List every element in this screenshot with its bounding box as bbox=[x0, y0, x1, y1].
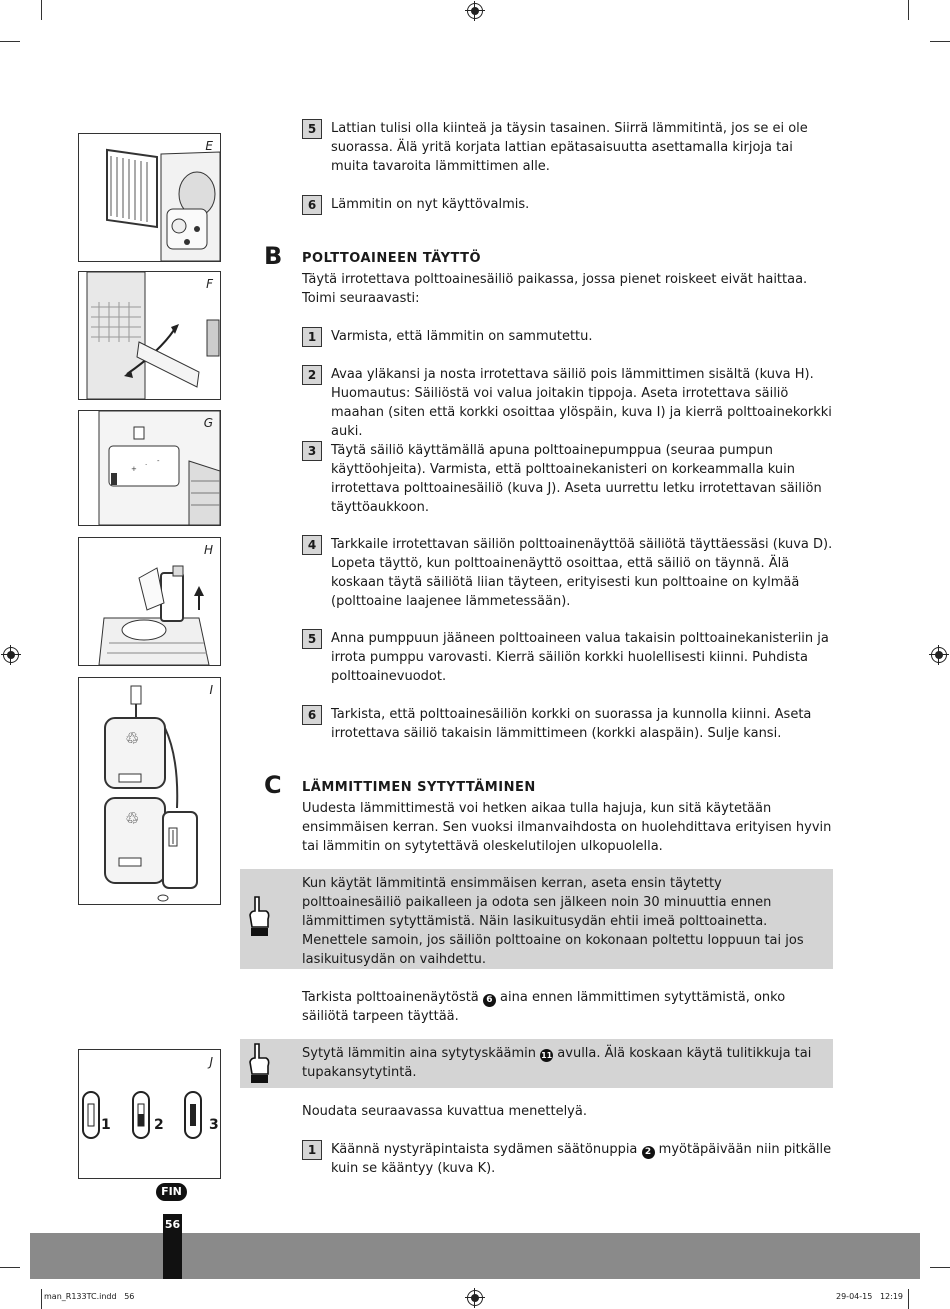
pointing-hand-icon bbox=[246, 1042, 272, 1086]
step-text: Tarkista, että polttoainesäiliön korkki on suorassa ja kunnolla kiinni. Aseta irrotettava säiliö takaisin lämmittimeen (korkki alaspäin). Sulje kansi. bbox=[331, 707, 812, 741]
step-text-part: myötäpäivään niin pitkälle kuin se kääntyy (kuva K). bbox=[331, 1142, 832, 1176]
heater-control-panel-illustration bbox=[79, 411, 220, 525]
svg-text:♲: ♲ bbox=[125, 729, 140, 748]
crop-mark bbox=[0, 1267, 20, 1268]
note-text: Kun käytät lämmitintä ensimmäisen kerran, aseta ensin täytetty polttoainesäiliö paikalleen ja odota sen jälkeen noin 30 minuuttia ennen lämmittimen sytyttämistä. Näin lasikuitusydän ehtii imeä polttoainetta. Menettele samoin, jos säiliön polttoaine on kokonaan poltettu loppuun tai jos lasikuitusydän on vaihdettu. bbox=[302, 876, 804, 967]
fuel-pump-illustration bbox=[79, 678, 220, 904]
svg-text:♲: ♲ bbox=[125, 809, 140, 828]
figure-label: F bbox=[206, 277, 213, 291]
note-text-part: Sytytä lämmitin aina sytytyskäämin bbox=[302, 1046, 541, 1061]
figure-label: H bbox=[203, 543, 213, 557]
crop-mark bbox=[0, 41, 20, 42]
crop-mark bbox=[930, 1267, 950, 1268]
section-intro: Täytä irrotettava polttoainesäiliö paikassa, jossa pienet roiskeet eivät haittaa. Toimi seuraavasti: bbox=[302, 272, 808, 306]
figure-j bbox=[78, 1049, 221, 1179]
registration-mark-icon bbox=[931, 647, 947, 663]
step-text: Anna pumppuun jääneen polttoaineen valua takaisin polttoainekanisteriin ja irrota pumppu varovasti. Kierrä säiliön korkki huolellisesti kiinni. Puhdista polttoainevuodot. bbox=[331, 631, 829, 684]
step-text: Täytä säiliö käyttämällä apuna polttoainepumppua (seuraa pumpun käyttöohjeita). Varmista, että polttoainekanisteri on korkeammalla kuin irrotettava polttoainesäiliö (kuva J). Aseta uurrettu letku irrotettavan säiliön täyttöaukkoon. bbox=[331, 443, 822, 515]
tank-removal-illustration bbox=[79, 538, 220, 665]
step-text: Tarkkaile irrotettavan säiliön polttoainenäyttöä säiliötä täyttäessäsi (kuva D). Lopeta täyttö, kun polttoainenäyttö osoittaa, että säiliö on täynnä. Älä koskaan täytä säiliötä liian täyteen, erityisesti kun polttoaine on kylmää (polttoaine laajenee lämmetessään). bbox=[331, 537, 833, 609]
figure-g bbox=[78, 410, 221, 526]
step-number: 1 bbox=[302, 327, 322, 347]
step-text: Lämmitin on nyt käyttövalmis. bbox=[331, 197, 530, 212]
heater-door-illustration bbox=[79, 134, 220, 261]
fuel-gauge-illustration bbox=[79, 1050, 220, 1178]
section-letter: C bbox=[264, 771, 282, 799]
step-text-part: Käännä nystyräpintaista sydämen säätönuppia bbox=[331, 1142, 642, 1157]
step-number: 1 bbox=[302, 1140, 322, 1160]
step-number: 5 bbox=[302, 119, 322, 139]
part-ref-badge: 6 bbox=[483, 994, 496, 1007]
svg-text:-: - bbox=[157, 457, 160, 465]
crop-mark bbox=[41, 0, 42, 20]
file-info: man_R133TC.indd 56 bbox=[44, 1292, 135, 1301]
note-box bbox=[240, 869, 833, 969]
figure-f bbox=[78, 271, 221, 400]
check-paragraph bbox=[302, 988, 835, 1026]
figure-h bbox=[78, 537, 221, 666]
gauge-label: 1 bbox=[101, 1117, 111, 1133]
follow-text: Noudata seuraavassa kuvattua menettelyä. bbox=[302, 1104, 587, 1119]
crop-mark bbox=[41, 1289, 42, 1309]
section-intro: Uudesta lämmittimestä voi hetken aikaa tulla hajuja, kun sitä käytetään ensimmäisen kerran. Sen vuoksi ilmanvaihdosta on huolehdittava erityisen hyvin tai lämmitin on sytytettävä oleskelutilojen ulkopuolella. bbox=[302, 801, 832, 854]
page-number: 56 bbox=[164, 1218, 181, 1231]
figure-label: I bbox=[209, 683, 213, 697]
check-text: aina ennen lämmittimen sytyttämistä, onko säiliötä tarpeen täyttää. bbox=[302, 990, 786, 1024]
step-number: 6 bbox=[302, 195, 322, 215]
crop-mark bbox=[908, 1289, 909, 1309]
figure-label: J bbox=[209, 1055, 213, 1069]
figure-e bbox=[78, 133, 221, 262]
step-number: 6 bbox=[302, 705, 322, 725]
figure-label: G bbox=[203, 416, 213, 430]
registration-mark-icon bbox=[467, 1290, 483, 1306]
section-title: LÄMMITTIMEN SYTYTTÄMINEN bbox=[302, 780, 536, 795]
registration-mark-icon bbox=[3, 647, 19, 663]
step-text: Varmista, että lämmitin on sammutettu. bbox=[331, 329, 593, 344]
print-date: 29-04-15 12:19 bbox=[836, 1292, 903, 1301]
pointing-hand-icon bbox=[246, 895, 272, 939]
section-letter: B bbox=[264, 242, 283, 270]
step-text: Lattian tulisi olla kiinteä ja täysin tasainen. Siirrä lämmitintä, jos se ei ole suorassa. Älä yritä korjata lattian epätasaisuutta asettamalla kirjoja tai muita tavaroita lämmittimen alle. bbox=[331, 121, 808, 174]
svg-text:·: · bbox=[145, 461, 148, 469]
heater-wick-illustration bbox=[79, 272, 220, 399]
note-text bbox=[302, 1044, 814, 1082]
registration-mark-icon bbox=[467, 3, 483, 19]
gauge-label: 3 bbox=[209, 1117, 219, 1133]
crop-mark bbox=[930, 41, 950, 42]
note-box bbox=[240, 1039, 833, 1088]
crop-mark bbox=[908, 0, 909, 20]
step-number: 2 bbox=[302, 365, 322, 385]
language-badge: FIN bbox=[156, 1183, 187, 1201]
note-text-part: avulla. Älä koskaan käytä tulitikkuja tai tupakansytytintä. bbox=[302, 1046, 812, 1080]
part-ref-badge: 11 bbox=[541, 1051, 553, 1060]
section-title: POLTTOAINEEN TÄYTTÖ bbox=[302, 251, 482, 266]
figure-label: E bbox=[205, 139, 213, 153]
step-text: Avaa yläkansi ja nosta irrotettava säiliö pois lämmittimen sisältä (kuva H). Huomautus: Säiliöstä voi valua joitakin tippoja. Aseta irrotettava säiliö maahan (siten että korkki osoittaa ylöspäin, kuva I) ja kierrä polttoainekorkki auki. bbox=[331, 367, 832, 439]
step-text bbox=[331, 1140, 834, 1178]
part-ref-badge: 2 bbox=[642, 1146, 655, 1159]
gauge-label: 2 bbox=[154, 1117, 164, 1133]
check-text: Tarkista polttoainenäytöstä bbox=[302, 990, 483, 1005]
step-number: 5 bbox=[302, 629, 322, 649]
step-number: 3 bbox=[302, 441, 322, 461]
figure-i bbox=[78, 677, 221, 905]
svg-text:+: + bbox=[131, 465, 137, 473]
step-number: 4 bbox=[302, 535, 322, 555]
